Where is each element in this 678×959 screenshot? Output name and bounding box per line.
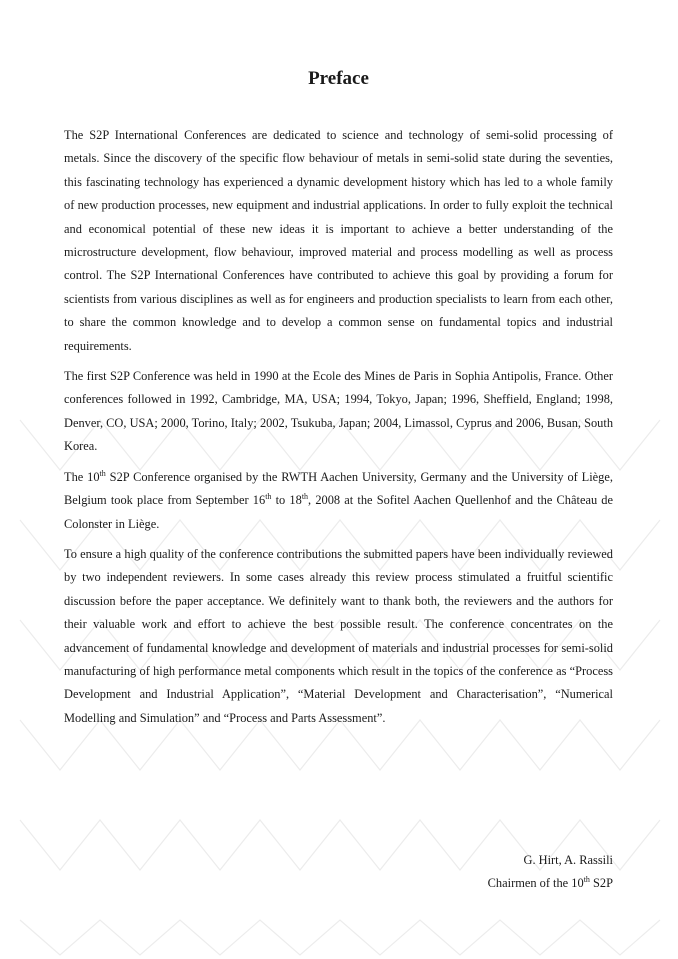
paragraph-tenth-conference — [64, 466, 613, 536]
page-title: Preface — [308, 68, 369, 89]
signature-role-a: Chairmen of the 10 — [487, 876, 584, 891]
p3-sup-1: th — [99, 468, 106, 478]
p3-sup-2: th — [265, 491, 272, 501]
signature-role — [488, 872, 613, 895]
signature-block — [488, 849, 613, 896]
signature-names: G. Hirt, A. Rassili — [523, 853, 613, 867]
paragraph-review-process: To ensure a high quality of the conference contributions the submitted papers have been individually reviewed by two independent reviewers. In some cases already this review process stimulated a fruitful scientific discussion before the paper acceptance. We definitely want to thank both, the reviewers and the authors for their valuable work and effort to achieve the best possible result. The conference concentrates on the advancement of fundamental knowledge and development of materials and industrial processes for semi-solid manufacturing of high performance metal components which result in the topics of the conference as “Process Development and Industrial Application”, “Material Development and Characterisation”, “Numerical Modelling and Simulation” and “Process and Parts Assessment”. — [64, 546, 613, 725]
preface-content — [64, 66, 613, 737]
watermark-zigzag-6 — [20, 920, 660, 955]
paragraph-intro: The S2P International Conferences are dedicated to science and technology of semi-solid processing of metals. Since the discovery of the specific flow behaviour of metals in semi-solid state during the seventies, this fascinating technology has experienced a dynamic development history which has led to a whole family of new production processes, new equipment and industrial applications. In order to fully exploit the technical and economical potential of these new ideas it is important to achieve a better understanding of the microstructure development, flow behaviour, improved material and process modelling as well as process control. The S2P International Conferences have contributed to achieve this goal by providing a forum for scientists from various disciplines as well as for engineers and production specialists to learn from each other, to share the common knowledge and to develop a common sense on fundamental topics and industrial requirements. — [64, 128, 613, 353]
p3-text-d: , 2008 at the Sofitel Aachen Quellenhof and the Château de Colonster in Liège. — [64, 493, 614, 531]
signature-role-sup: th — [583, 875, 590, 885]
signature-role-b: S2P — [589, 876, 613, 891]
p3-text-c: to 18 — [271, 493, 302, 508]
p3-text-a: The 10 — [64, 469, 100, 484]
p3-sup-3: th — [301, 491, 309, 501]
p3-text-b: S2P Conference organised by the RWTH Aachen University, Germany and the University of Liège, Belgium took place from September 16 — [64, 469, 613, 508]
paragraph-history: The first S2P Conference was held in 1990 at the Ecole des Mines de Paris in Sophia Antipolis, France. Other conferences followed in 1992, Cambridge, MA, USA; 1994, Tokyo, Japan; 1996, Sheffield, England; 1998, Denver, CO, USA; 2000, Torino, Italy; 2002, Tsukuba, Japan; 2004, Limassol, Cyprus and 2006, Busan, South Korea. — [64, 369, 614, 454]
